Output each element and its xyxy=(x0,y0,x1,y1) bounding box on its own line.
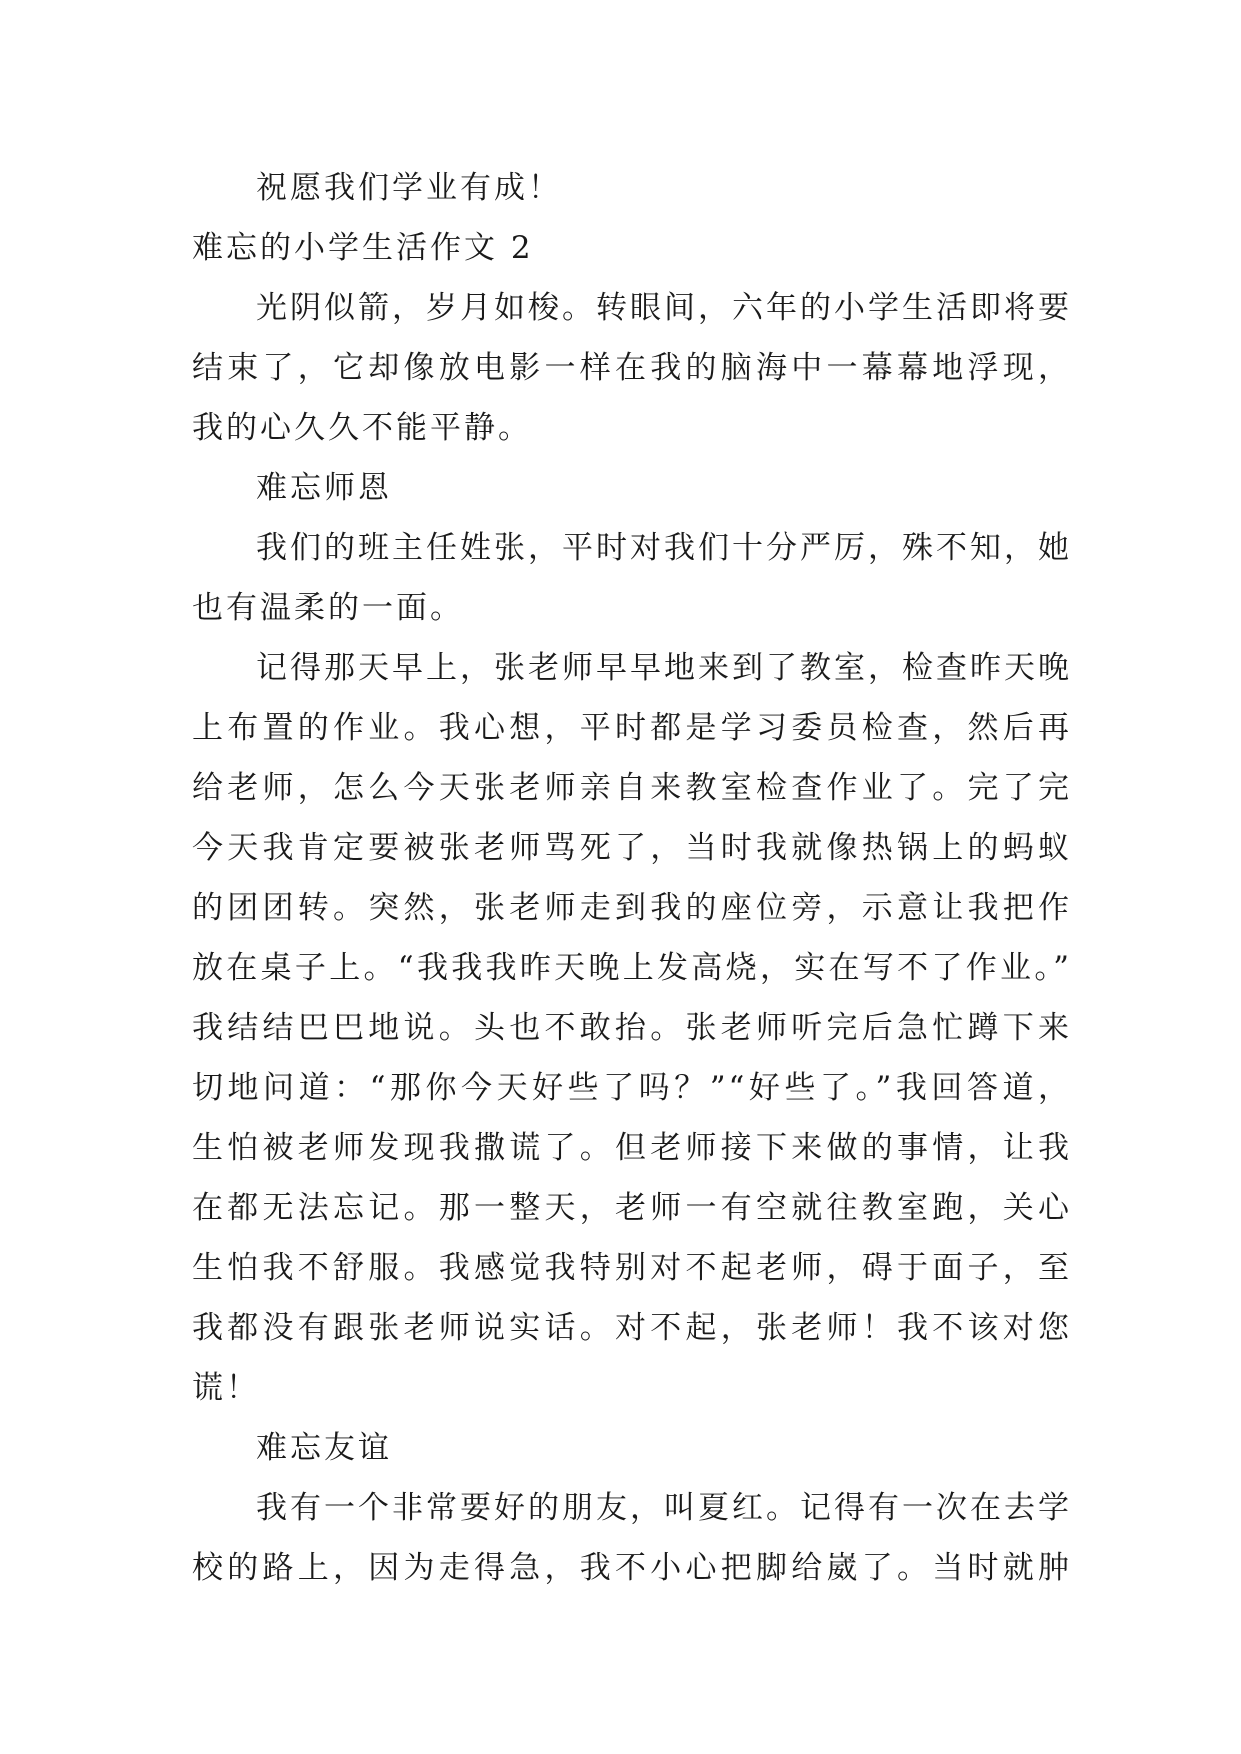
text-line: 我有一个非常要好的朋友，叫夏红。记得有一次在去学 xyxy=(256,1490,1072,1526)
text-line: 祝愿我们学业有成！ xyxy=(256,170,562,206)
text-line: 我都没有跟张老师说实话。对不起，张老师！我不该对您 xyxy=(192,1310,1072,1346)
text-line: 放在桌子上。“我我我昨天晚上发高烧，实在写不了作业。” xyxy=(192,950,1072,986)
text-line: 我结结巴巴地说。头也不敢抬。张老师听完后急忙蹲下来 xyxy=(192,1010,1072,1046)
text-line: 生怕被老师发现我撒谎了。但老师接下来做的事情，让我 xyxy=(192,1130,1072,1166)
text-line: 校的路上，因为走得急，我不小心把脚给崴了。当时就肿 xyxy=(192,1550,1072,1586)
text-line: 结束了，它却像放电影一样在我的脑海中一幕幕地浮现， xyxy=(192,350,1072,386)
text-line: 我的心久久不能平静。 xyxy=(192,410,532,446)
text-line: 难忘友谊 xyxy=(256,1430,392,1466)
text-line: 也有温柔的一面。 xyxy=(192,590,464,626)
text-line: 上布置的作业。我心想，平时都是学习委员检查，然后再 xyxy=(192,710,1072,746)
document-body xyxy=(192,158,1072,1598)
text-line: 切地问道：“那你今天好些了吗？”“好些了。”我回答道， xyxy=(192,1070,1072,1106)
text-line: 光阴似箭，岁月如梭。转眼间，六年的小学生活即将要 xyxy=(256,290,1072,326)
text-line: 难忘的小学生活作文 2 xyxy=(192,230,534,266)
text-line: 的团团转。突然，张老师走到我的座位旁，示意让我把作 xyxy=(192,890,1072,926)
text-line: 记得那天早上，张老师早早地来到了教室，检查昨天晚 xyxy=(256,650,1072,686)
text-line: 难忘师恩 xyxy=(256,470,392,506)
text-line: 给老师，怎么今天张老师亲自来教室检查作业了。完了完 xyxy=(192,770,1072,806)
text-line: 我们的班主任姓张，平时对我们十分严厉，殊不知，她 xyxy=(256,530,1072,566)
text-line: 今天我肯定要被张老师骂死了，当时我就像热锅上的蚂蚁 xyxy=(192,830,1072,866)
text-line: 谎！ xyxy=(192,1370,260,1406)
text-line: 生怕我不舒服。我感觉我特别对不起老师，碍于面子，至 xyxy=(192,1250,1072,1286)
text-line: 在都无法忘记。那一整天，老师一有空就往教室跑，关心 xyxy=(192,1190,1072,1226)
